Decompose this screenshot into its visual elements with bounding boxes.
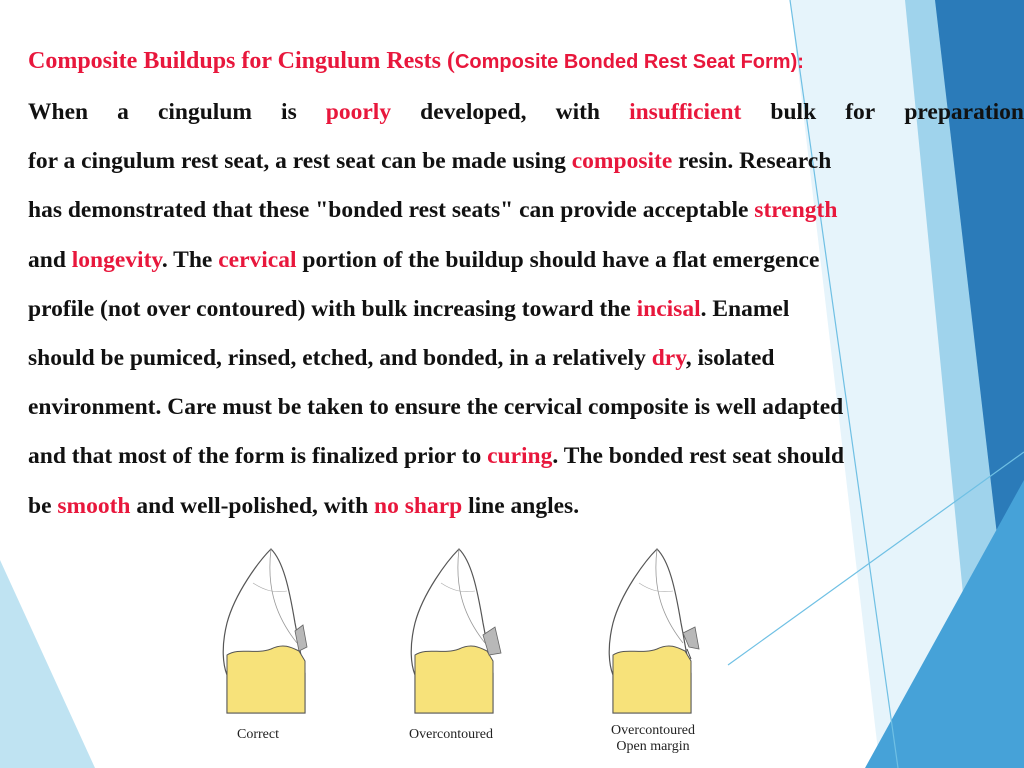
text-run: resin. Research [672,148,832,175]
slide-title [28,48,804,75]
text-run: profile (not over contoured) with bulk increasing toward the [28,295,637,322]
text-run: . The bonded rest seat should [552,443,845,470]
highlight-incisal: incisal [636,295,701,322]
text-run: be [28,492,58,519]
word: developed, [420,99,527,125]
word: with [555,99,601,125]
text-run: . The [161,246,219,273]
highlight-dry: dry [651,345,686,372]
highlight-curing: curing [487,443,553,470]
text-run: for a cingulum rest seat, a rest seat can be made using [28,148,572,175]
text-run: and that most of the form is finalized prior to [28,443,488,470]
highlight-cervical: cervical [218,246,297,273]
tooth-illustration-figure [205,535,725,765]
word: bulk [770,99,817,125]
caption-overcontoured-open-margin-line1: Overcontoured [611,723,695,738]
text-run: and [28,246,72,273]
word: is [281,99,297,125]
body-line-7: environment. Care must be taken to ensure the cervical composite is well adapted [28,394,844,421]
highlight-strength: strength [754,197,838,224]
caption-correct: Correct [237,727,279,742]
word: for [845,99,876,125]
word: When [28,99,89,125]
highlight-longevity: longevity [71,246,162,273]
tooth-diagrams [205,535,725,725]
caption-overcontoured: Overcontoured [409,727,493,742]
highlight-smooth: smooth [57,492,131,519]
body-line-9 [28,482,1024,531]
text-run: portion of the buildup should have a flat emergence [296,246,820,273]
text-run: . Enamel [700,295,790,322]
highlight-composite: composite [571,148,673,175]
word: cingulum [157,99,252,125]
word: preparation [904,99,1024,125]
caption-overcontoured-open-margin-line2: Open margin [616,739,690,754]
slide-title-main: Composite Buildups for Cingulum Rests ( [28,48,455,74]
highlight-poorly: poorly [325,99,392,125]
text-run: and well-polished, with [130,492,375,519]
body-paragraph [28,88,1024,531]
body-line-8 [28,432,1024,481]
tooth-correct [223,549,307,713]
body-line-4 [28,236,1024,285]
body-line-3 [28,186,1024,235]
slide-title-sub: Composite Bonded Rest Seat Form): [454,51,804,73]
body-line-2 [28,137,1024,186]
tooth-overcontoured-open-margin [609,549,699,713]
highlight-no-sharp: no sharp [374,492,463,519]
word: a [117,99,129,125]
body-line-1 [28,88,1024,137]
text-run: line angles. [462,492,580,519]
body-line-5 [28,285,1024,334]
text-run: should be pumiced, rinsed, etched, and bonded, in a relatively [28,345,652,372]
tooth-overcontoured [411,549,501,713]
body-line-6 [28,334,1024,383]
text-run: , isolated [685,345,775,372]
text-run: has demonstrated that these "bonded rest seats" can provide acceptable [28,197,755,224]
highlight-insufficient: insufficient [629,99,742,125]
